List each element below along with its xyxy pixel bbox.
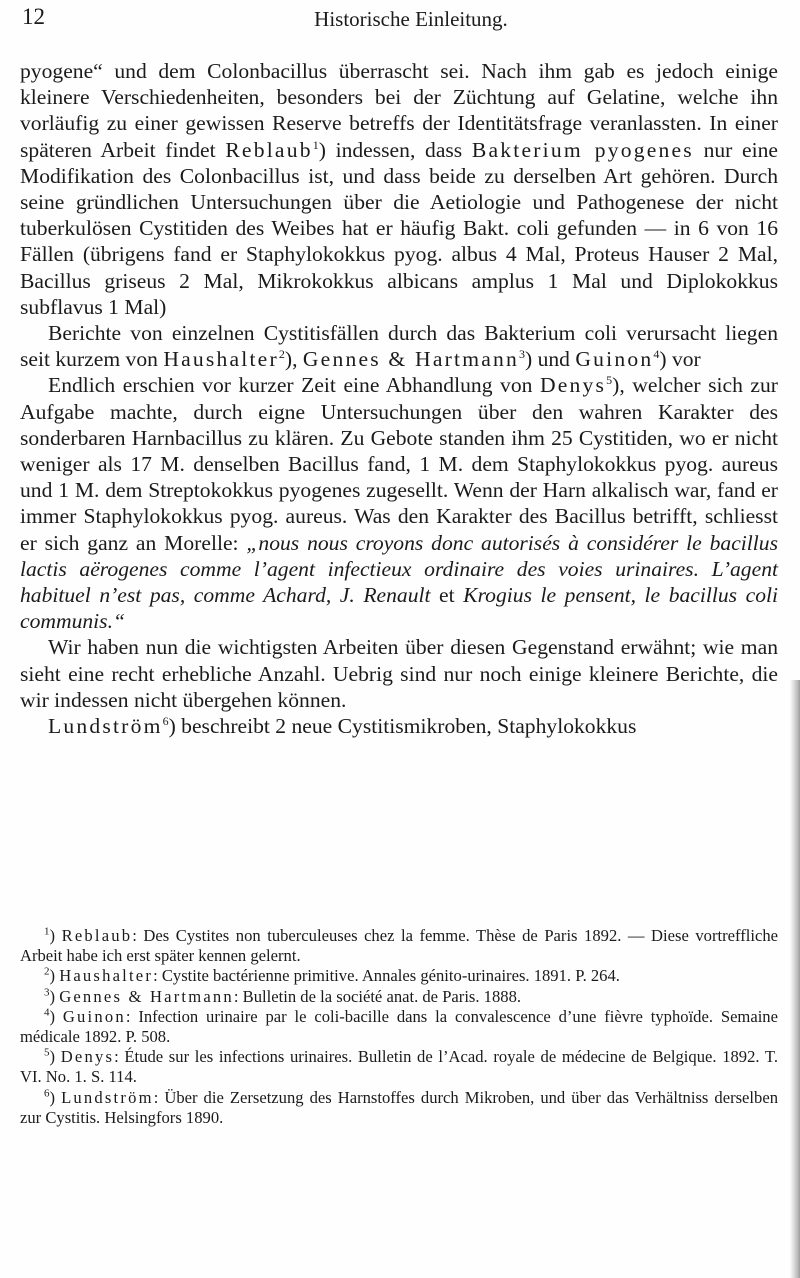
text-run: Berichte von einzelnen Cystitisfällen durch das Bakterium coli verursacht liegen seit kurzem von	[20, 321, 778, 372]
paragraph-2	[20, 320, 778, 372]
footnotes	[20, 926, 778, 1128]
text-run: ), welcher sich zur Aufgabe machte, durch eigne Untersuchungen über den wahren Karakter des sonderbaren Harnbacillus zu klären. Zu Gebote standen ihm 25 Cystitiden, wo er nicht weniger als 17 M. denselben Bacillus fand, 1 M. dem Staphylokokkus pyog. aureus und 1 M. dem Streptokokkus pyogenes zugesellt. Wenn der Harn alkalisch war, fand er immer Staphylokokkus pyog. aureus. Was den Karakter des Bacillus betrifft, schliesst er sich ganz an Morelle:	[20, 373, 778, 555]
text-run: et	[430, 583, 464, 608]
emphasized-term: Bakterium pyogenes	[471, 137, 694, 162]
text-run: ) beschreibt 2 neue Cystitismikroben, Staphylokokkus	[168, 714, 637, 739]
footnote: $^5$) Denys: Étude sur les infections urinaires. Bulletin de l’Acad. royale de médecine de Belgique. 1892. T. VI. No. 1. S. 114.	[20, 1046, 778, 1087]
author-name: Gennes & Hartmann	[302, 347, 519, 372]
footnote-ref: 4	[653, 347, 660, 362]
french-quote-end: le pensent, le bacillus coli communis.“	[20, 583, 778, 634]
text-run: ),	[284, 347, 303, 372]
text-run: nur eine Modifikation des Colonbacillus ist, und dass beide zu derselben Art gehören. Durch seine gründlichen Untersuchungen über die Aetiologie und Pathogenese der nicht tuberkulösen Cystitiden des Weibes hat er häufig Bakt. coli gefunden — in 6 von 16 Fällen (übrigens fand er Staphylokokkus pyog. albus 4 Mal, Proteus Hauser 2 Mal, Bacillus griseus 2 Mal, Mikrokokkus albicans amplus 1 Mal und Diplokokkus subflavus 1 Mal)	[20, 137, 778, 319]
page-edge-shadow	[790, 680, 800, 1278]
footnote: $^4$) Guinon: Infection urinaire par le coli-bacille dans la convalescence d’une fièvre typhoïde. Semaine médicale 1892. P. 508.	[20, 1006, 778, 1047]
footnote-ref: 6	[162, 713, 169, 728]
paragraph-5	[20, 713, 778, 739]
footnote: $^6$) Lundström: Über die Zersetzung des Harnstoffes durch Mikroben, und über das Verhältniss derselben zur Cystitis. Helsingfors 1890.	[20, 1087, 778, 1127]
footnote-ref: 2	[278, 347, 285, 362]
paragraph-3	[20, 372, 778, 634]
main-text	[20, 58, 778, 739]
quoted-author: Krogius	[463, 583, 532, 608]
quoted-authors: Achard, J. Renault	[263, 583, 431, 608]
footnote-ref: 3	[518, 347, 525, 362]
french-quote: „nous nous croyons donc autorisés à considérer le bacillus lactis aërogenes comme l’agent infectieux ordinaire des voies urinaires. L’agent habituel n’est pas, comme	[20, 530, 778, 608]
text-run: ) indessen, dass	[318, 137, 472, 162]
text-run: pyogene“ und dem Colonbacillus überrascht sei. Nach ihm gab es jedoch einige kleinere Verschiedenheiten, besonders bei der Züchtung auf Gelatine, welche ihn vorläufig zu einer gewissen Reserve betreffs der Identitätsfrage veranlassten. In einer späteren Arbeit findet	[20, 59, 778, 162]
page-number: 12	[22, 4, 45, 29]
text-run: Endlich erschien vor kurzer Zeit eine Abhandlung von	[48, 373, 540, 398]
footnote: $^1$) Reblaub: Des Cystites non tuberculeuses chez la femme. Thèse de Paris 1892. — Diese vortreffliche Arbeit habe ich erst später kennen gelernt.	[20, 925, 778, 966]
text-run: ) und	[524, 347, 576, 372]
paragraph-4: Wir haben nun die wichtigsten Arbeiten über diesen Gegenstand erwähnt; wie man sieht eine recht erhebliche Anzahl. Uebrig sind nur noch einige kleinere Berichte, die wir indessen nicht übergehen können.	[20, 635, 778, 712]
author-name: Denys	[539, 373, 607, 398]
running-head: Historische Einleitung.	[314, 7, 508, 31]
page-header	[22, 4, 760, 40]
footnote-ref: 5	[606, 373, 613, 388]
footnote: $^3$) Gennes & Hartmann: Bulletin de la société anat. de Paris. 1888.	[44, 986, 522, 1006]
footnote-ref: 1	[312, 137, 319, 152]
paragraph-1	[20, 58, 778, 320]
author-name: Reblaub	[225, 137, 313, 162]
author-name: Guinon	[575, 347, 654, 372]
author-name: Lundström	[48, 714, 163, 739]
footnote: $^2$) Haushalter: Cystite bactérienne primitive. Annales génito-urinaires. 1891. P. 264.	[44, 965, 620, 986]
text-run: ) vor	[659, 347, 701, 372]
author-name: Haushalter	[163, 347, 279, 372]
